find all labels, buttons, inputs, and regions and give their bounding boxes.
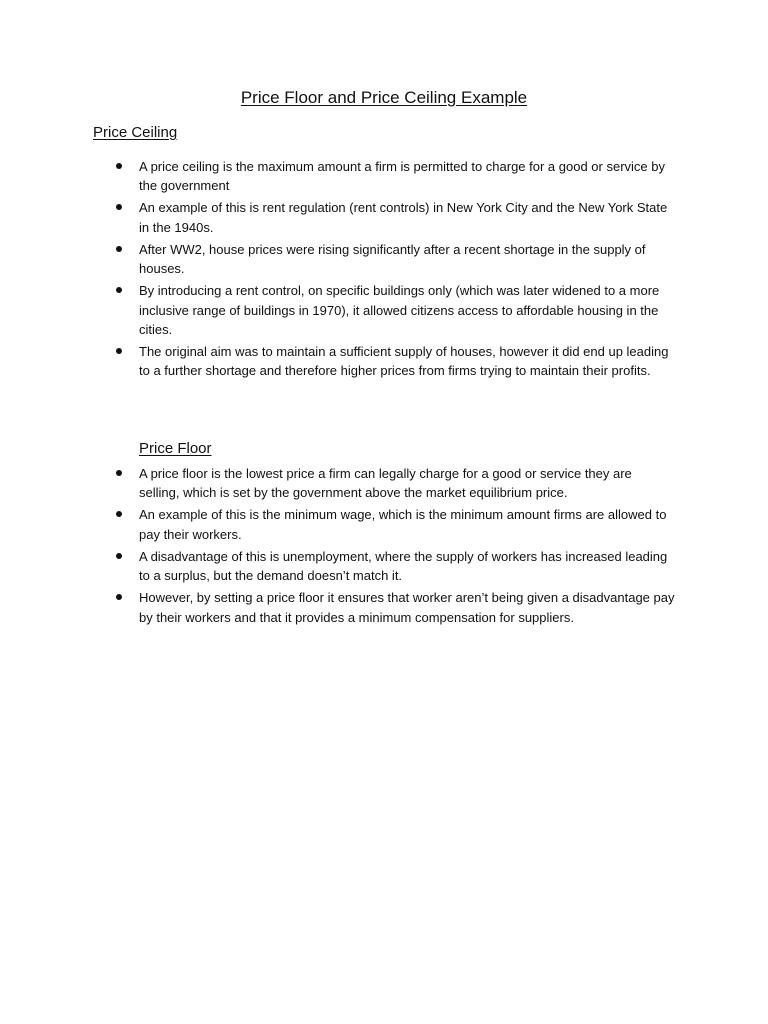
bullet-text: A price floor is the lowest price a firm can legally charge for a good or service they are selling, which is set by the government above the market equilibrium price.: [139, 466, 632, 501]
bullet-icon: [116, 163, 122, 169]
bullet-text: After WW2, house prices were rising significantly after a recent shortage in the supply of houses.: [139, 241, 646, 277]
bullet-icon: [116, 511, 122, 517]
price-ceiling-list: [0, 157, 768, 383]
list-item: [0, 157, 675, 196]
price-floor-list: [0, 464, 768, 630]
bullet-text: An example of this is rent regulation (rent controls) in New York City and the New York State in the 1940s.: [139, 200, 668, 235]
bullet-text: A disadvantage of this is unemployment, where the supply of workers has increased leading to a surplus, but the demand doesn’t match it.: [139, 548, 668, 584]
bullet-text: The original aim was to maintain a sufficient supply of houses, however it did end up leading to a further shortage and therefore higher prices from firms trying to maintain their profits.: [139, 344, 669, 379]
bullet-icon: [116, 594, 122, 600]
document-title: Price Floor and Price Ceiling Example: [240, 88, 528, 107]
list-item: [0, 464, 675, 503]
list-item: [0, 505, 675, 544]
list-item: [0, 281, 675, 339]
list-item: [0, 240, 675, 279]
bullet-text: By introducing a rent control, on specific buildings only (which was later widened to a more inclusive range of buildings in 1970), it allowed citizens access to affordable housing in the cities.: [139, 283, 660, 338]
bullet-icon: [116, 553, 122, 559]
bullet-icon: [116, 348, 122, 354]
bullet-text: However, by setting a price floor it ensures that worker aren’t being given a disadvantage pay by their workers and that it provides a minimum compensation for suppliers.: [139, 590, 675, 625]
bullet-icon: [116, 246, 122, 252]
price-ceiling-heading: Price Ceiling: [93, 124, 178, 141]
bullet-text: An example of this is the minimum wage, which is the minimum amount firms are allowed to pay their workers.: [139, 507, 667, 542]
price-floor-heading: Price Floor: [139, 440, 212, 457]
bullet-icon: [116, 287, 122, 293]
bullet-text: A price ceiling is the maximum amount a firm is permitted to charge for a good or service by the government: [139, 159, 665, 194]
list-item: [0, 547, 675, 586]
list-item: [0, 342, 675, 381]
list-item: [0, 588, 675, 627]
bullet-icon: [116, 470, 122, 476]
bullet-icon: [116, 204, 122, 210]
list-item: [0, 198, 675, 237]
